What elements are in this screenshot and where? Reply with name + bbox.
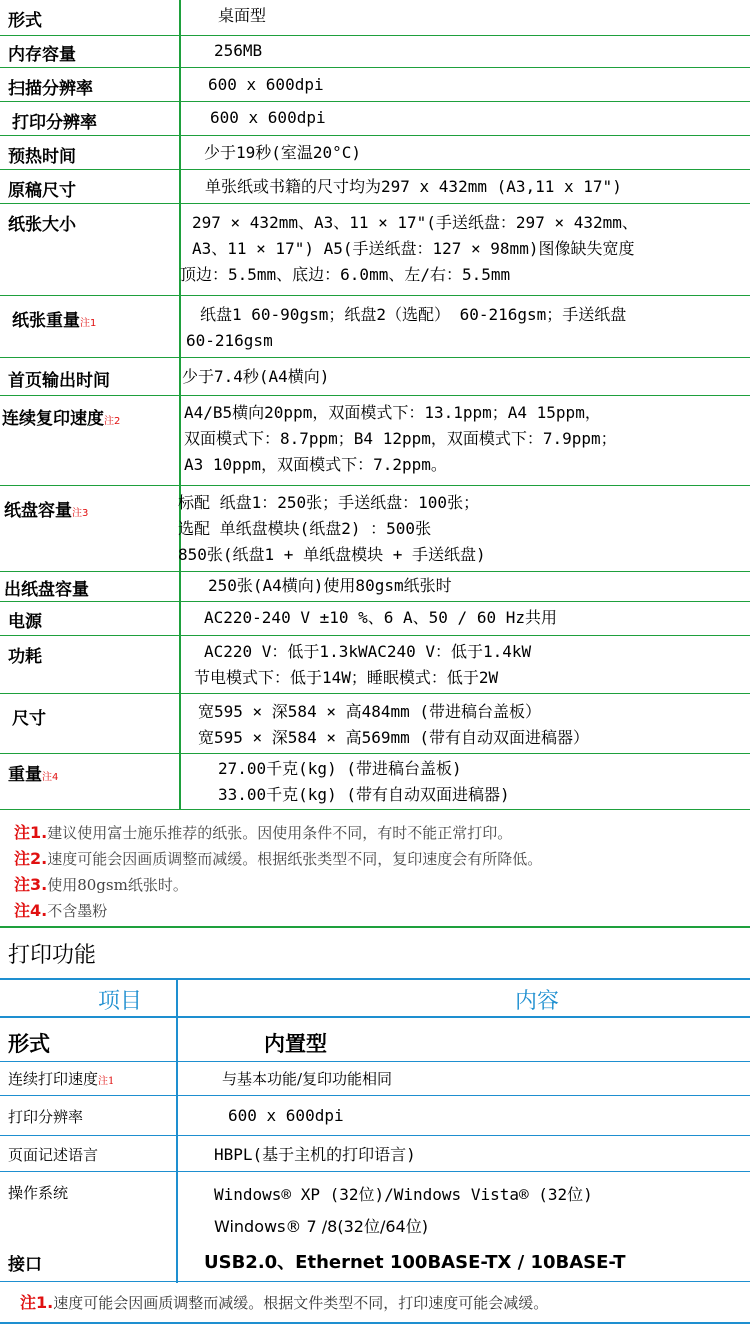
spec-label: 形式: [8, 11, 42, 31]
spec-row: [0, 68, 750, 102]
spec-label: 功耗: [8, 647, 42, 667]
spec-row: [0, 754, 750, 810]
spec-value: 宽595 × 深584 × 高484mm (带进稿台盖板） 宽595 × 深584 × 高569mm (带有自动双面进稿器）: [198, 702, 590, 747]
spec-value: 256MB: [214, 41, 263, 60]
section-title: 打印功能: [8, 943, 97, 968]
spec-label: 预热时间: [8, 147, 76, 167]
spec-value: 297 × 432mm、A3、11 × 17"(手送纸盘：297 × 432mm、 A3、11 × 17") A5(手送纸盘：127 × 98mm)图像缺失宽度 顶边：5.5mm、底边：6.0mm、左/右：5.5mm: [180, 213, 638, 284]
spec-label: 连续复印速度注2: [2, 409, 121, 429]
section-divider: [0, 926, 750, 928]
print-row: [0, 1242, 750, 1282]
spec-value: 少于7.4秒(A4横向): [182, 367, 330, 386]
spec-row: [0, 136, 750, 170]
spec-value: 600 x 600dpi: [210, 108, 326, 127]
spec-value: 单张纸或书籍的尺寸均为297 x 432mm (A3,11 x 17"): [205, 177, 622, 196]
print-value: HBPL(基于主机的打印语言): [214, 1145, 416, 1164]
spec-row: [0, 572, 750, 602]
spec-label: 内存容量: [8, 45, 76, 65]
spec-row: [0, 102, 750, 136]
spec-value: 250张(A4横向)使用80gsm纸张时: [208, 576, 452, 595]
footnote: 注1.建议使用富士施乐推荐的纸张。因使用条件不同，有时不能正常打印。: [14, 823, 513, 842]
spec-value: 标配 纸盘1：250张；手送纸盘：100张； 选配 单纸盘模块(纸盘2) ：500张 850张(纸盘1 + 单纸盘模块 + 手送纸盘): [178, 493, 486, 564]
print-value: Windows® XP (32位)/Windows Vista® (32位): [214, 1185, 593, 1204]
print-value: Windows® 7 /8(32位/64位): [214, 1217, 428, 1236]
spec-value: A4/B5横向20ppm，双面模式下：13.1ppm；A4 15ppm， 双面模式下：8.7ppm；B4 12ppm，双面模式下：7.9ppm； A3 10ppm，双面模式下：7.2ppm。: [184, 403, 617, 474]
spec-row: [0, 694, 750, 754]
print-value: 与基本功能/复印功能相同: [222, 1070, 393, 1088]
spec-row: [0, 602, 750, 636]
print-table-header: [0, 978, 750, 1018]
spec-value: AC220-240 V ±10 %、6 A、50 / 60 Hz共用: [204, 608, 557, 627]
spec-value: 纸盘1 60-90gsm；纸盘2（选配） 60-216gsm；手送纸盘 60-216gsm: [186, 305, 627, 350]
spec-label: 重量注4: [8, 765, 59, 785]
footnotes: [14, 820, 542, 924]
column-header-content: 内容: [515, 989, 560, 1014]
print-label: 操作系统: [8, 1184, 69, 1202]
spec-label: 纸盘容量注3: [4, 501, 89, 521]
spec-label: 打印分辨率: [12, 113, 97, 133]
print-value: 内置型: [264, 1032, 327, 1056]
footnote: 注3.使用80gsm纸张时。: [14, 875, 188, 894]
spec-label: 纸张大小: [8, 215, 76, 235]
footnote: 注2.速度可能会因画质调整而减缓。根据纸张类型不同，复印速度会有所降低。: [14, 849, 543, 868]
spec-row: [0, 486, 750, 572]
print-row: [0, 1018, 750, 1062]
spec-row: [0, 296, 750, 358]
spec-label: 尺寸: [12, 709, 46, 729]
print-row: [0, 1136, 750, 1172]
print-label: 页面记述语言: [8, 1146, 99, 1164]
spec-value: 27.00千克(kg) (带进稿台盖板) 33.00千克(kg) (带有自动双面进稿器): [218, 759, 510, 804]
column-header-item: 项目: [98, 989, 143, 1014]
print-row: [0, 1062, 750, 1096]
spec-label: 首页输出时间: [8, 371, 110, 391]
spec-value: AC220 V：低于1.3kWAC240 V：低于1.4kW 节电模式下：低于14W；睡眠模式：低于2W: [194, 642, 532, 687]
spec-row: [0, 636, 750, 694]
spec-row: [0, 396, 750, 486]
print-row: [0, 1172, 750, 1242]
spec-row: [0, 170, 750, 204]
spec-value: 少于19秒(室温20°C): [204, 143, 362, 162]
bottom-divider: [0, 1322, 750, 1324]
spec-value: 桌面型: [218, 6, 267, 25]
column-divider: [176, 980, 178, 1016]
spec-row: [0, 36, 750, 68]
print-value: USB2.0、Ethernet 100BASE-TX / 10BASE-T: [204, 1252, 626, 1273]
spec-label: 纸张重量注1: [12, 311, 97, 331]
spec-row: [0, 358, 750, 396]
print-row: [0, 1096, 750, 1136]
print-label: 形式: [8, 1032, 50, 1056]
print-value: 600 x 600dpi: [228, 1106, 344, 1125]
spec-value: 600 x 600dpi: [208, 75, 324, 94]
footnote: 注4.不含墨粉: [14, 901, 108, 920]
print-label: 接口: [8, 1255, 42, 1275]
spec-row: [0, 0, 750, 36]
spec-label: 电源: [8, 612, 42, 632]
spec-label: 出纸盘容量: [4, 580, 89, 600]
print-footnote: 注1.速度可能会因画质调整而减缓。根据文件类型不同，打印速度可能会减缓。: [20, 1293, 549, 1312]
spec-label: 原稿尺寸: [8, 181, 76, 201]
print-label: 打印分辨率: [8, 1108, 84, 1126]
spec-row: [0, 204, 750, 296]
spec-label: 扫描分辨率: [8, 79, 93, 99]
print-label: 连续打印速度注1: [8, 1070, 115, 1088]
